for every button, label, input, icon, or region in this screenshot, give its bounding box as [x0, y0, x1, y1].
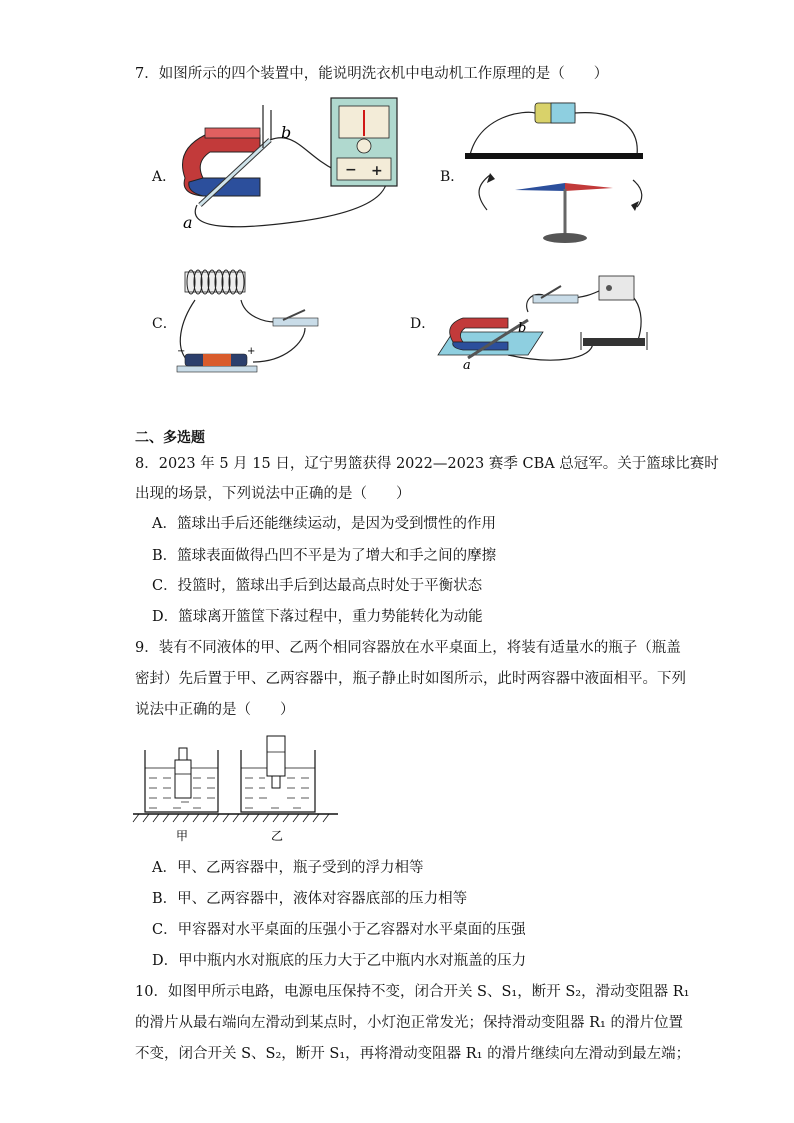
- q9-line-1: 9．装有不同液体的甲、乙两个相同容器放在水平桌面上，将装有适量水的瓶子（瓶盖: [135, 640, 681, 656]
- q8-option-d: D．篮球离开篮筐下落过程中，重力势能转化为动能: [152, 609, 483, 625]
- q10-line-3: 不变，闭合开关 S、S₂，断开 S₁，再将滑动变阻器 R₁ 的滑片继续向左滑动到最左端；: [135, 1046, 691, 1062]
- q7-stem: 7．如图所示的四个装置中，能说明洗衣机中电动机工作原理的是（ ）: [135, 66, 609, 82]
- q7-label-b: B．: [440, 169, 465, 185]
- fig-a-letter-b: b: [281, 123, 292, 142]
- q10-line-2: 的滑片从最右端向左滑动到某点时，小灯泡正常发光；保持滑动变阻器 R₁ 的滑片位置: [135, 1015, 683, 1031]
- q9-option-a: A．甲、乙两容器中，瓶子受到的浮力相等: [152, 860, 424, 876]
- q10-line-1: 10．如图甲所示电路，电源电压保持不变，闭合开关 S、S₁，断开 S₂，滑动变阻器 R₁: [135, 984, 690, 1000]
- q8-option-b: B．篮球表面做得凸凹不平是为了增大和手之间的摩擦: [152, 548, 497, 564]
- q7-label-d: D．: [410, 316, 436, 332]
- q9-line-2: 密封）先后置于甲、乙两容器中，瓶子静止时如图所示，此时两容器中液面相平。下列: [135, 671, 686, 687]
- q9-line-3: 说法中正确的是（ ）: [135, 702, 295, 718]
- fig-d-letter-b: b: [518, 321, 527, 336]
- q7-label-c: C．: [152, 316, 177, 332]
- q8-option-c: C．投篮时，篮球出手后到达最高点时处于平衡状态: [152, 578, 483, 594]
- q9-option-c: C．甲容器对水平桌面的压强小于乙容器对水平桌面的压强: [152, 922, 526, 938]
- q8-option-a: A．篮球出手后还能继续运动，是因为受到惯性的作用: [152, 516, 496, 532]
- figure-d-motor-setup: [433, 270, 663, 373]
- q7-label-a: A．: [152, 169, 177, 185]
- svg-text:−: −: [345, 162, 357, 178]
- section-title-multi-choice: 二、多选题: [135, 430, 205, 446]
- svg-text:−: −: [177, 346, 186, 357]
- figure-b-oersted-setup: [465, 95, 665, 250]
- q9-option-b: B．甲、乙两容器中，液体对容器底部的压力相等: [152, 891, 468, 907]
- figure-a-galvanometer-setup: [175, 90, 415, 235]
- q8-line-1: 8．2023 年 5 月 15 日，辽宁男篮获得 2022—2023 赛季 CBA 总冠军。关于篮球比赛时: [135, 456, 719, 472]
- caption-jia: 甲: [176, 829, 189, 843]
- svg-text:+: +: [247, 346, 256, 357]
- fig-d-letter-a: a: [463, 358, 471, 373]
- figure-c-electromagnet-setup: [175, 262, 335, 377]
- q8-line-2: 出现的场景，下列说法中正确的是（ ）: [135, 486, 411, 502]
- svg-text:+: +: [371, 163, 383, 179]
- caption-yi: 乙: [271, 829, 284, 843]
- fig-a-letter-a: a: [183, 213, 193, 232]
- figure-q9-containers: [133, 730, 343, 845]
- q9-option-d: D．甲中瓶内水对瓶底的压力大于乙中瓶内水对瓶盖的压力: [152, 953, 527, 969]
